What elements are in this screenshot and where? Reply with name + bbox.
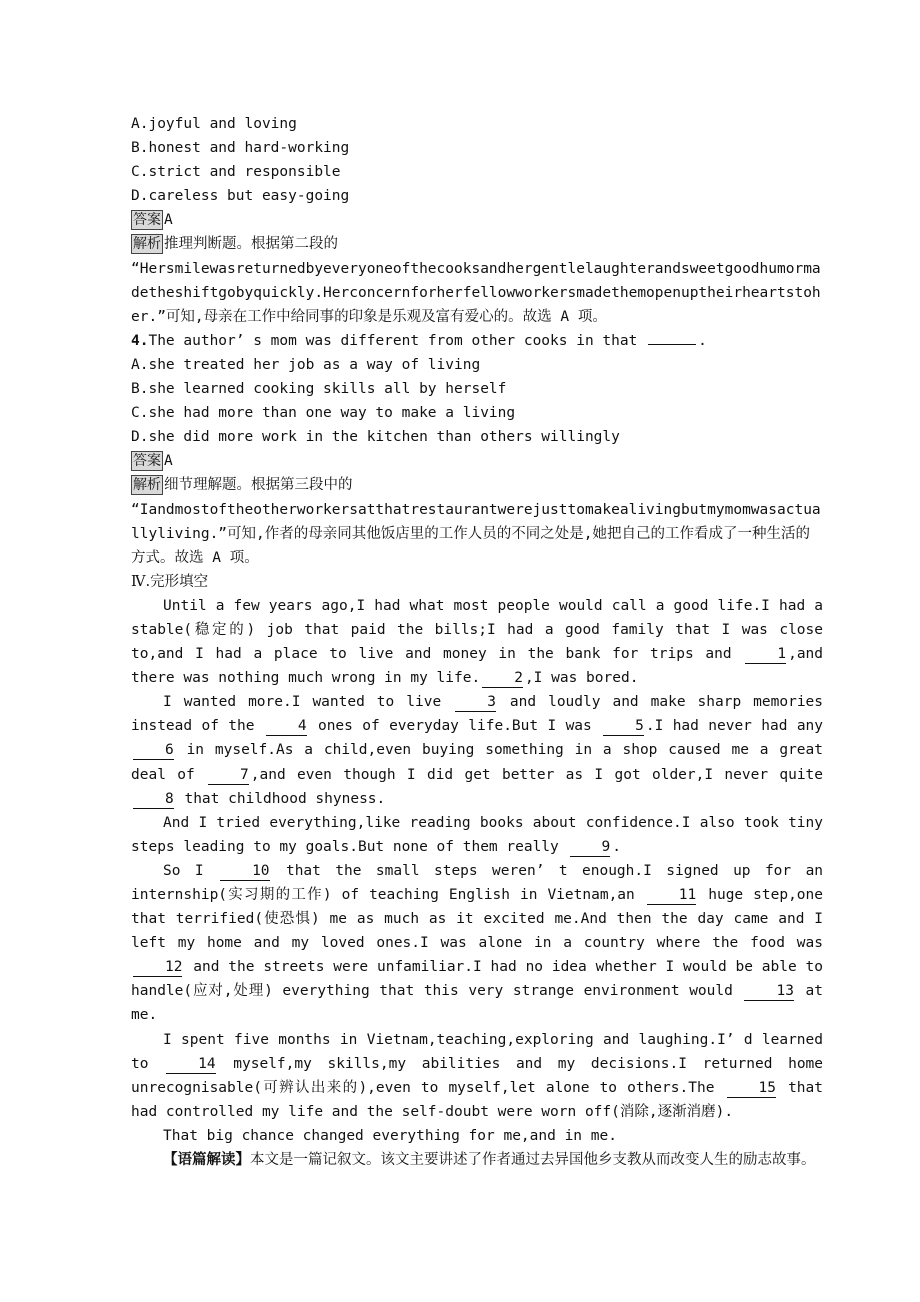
blank-8: 8	[133, 791, 174, 809]
passage-text: huge step,one that terrified(使恐惧) me as much as it excited me.And then the day came and I left my home and my loved ones.I was alone in a country where the food was	[131, 887, 823, 952]
q3-quote: “Hersmilewasreturnedbyeveryoneofthecooksandhergentlelaughterandsweetgoodhumormadetheshiftgobyquickly.Herconcernforherfellowworkersmadethemopenuptheirheartstoher.”	[131, 260, 821, 325]
q3-option-c: C.strict and responsible	[131, 164, 341, 181]
passage-text: myself,my skills,my abilities and my decisions.I returned home unrecognisable(可辨认出来的),even to myself,let alone to others.The	[131, 1055, 824, 1096]
passage-paragraph-3	[131, 811, 823, 859]
passage-paragraph-4	[131, 859, 823, 1028]
analysis-tag: 解析	[133, 477, 161, 494]
q4-blank	[648, 344, 696, 345]
passage-text: and the streets were unfamiliar.I had no idea whether I would be able to handle(应对,处理) everything that this very strange environment would	[131, 959, 823, 1000]
q4-answer: A	[164, 453, 173, 470]
q4-conclusion: 可知,作者的母亲同其他饭店里的工作人员的不同之处是,她把自己的工作看成了一种生活的方式。故选 A 项。	[131, 525, 810, 566]
passage-text: that had controlled my life and the self-doubt were worn off(消除,逐渐消磨).	[131, 1079, 823, 1120]
q3-conclusion: 可知,母亲在工作中给同事的印象是乐观及富有爱心的。故选 A 项。	[165, 308, 607, 325]
q3-answer-line	[131, 208, 823, 232]
passage-text: ones of everyday life.But I was	[317, 718, 592, 735]
passage-text: .	[612, 838, 621, 855]
q3-analysis-lead: 推理判断题。根据第二段的	[164, 236, 338, 253]
blank-11: 11	[647, 887, 696, 905]
q3-analysis-line	[131, 232, 823, 256]
blank-15: 15	[727, 1080, 776, 1098]
q4-stem: The author’ s mom was different from other cooks in that	[148, 332, 638, 349]
q4-analysis-body	[131, 498, 823, 570]
blank-5: 5	[603, 718, 644, 736]
passage-paragraph-5	[131, 1028, 823, 1124]
blank-14: 14	[166, 1056, 215, 1074]
blank-9: 9	[570, 839, 611, 857]
passage-text: So I	[163, 862, 204, 879]
passage-text: in myself.As a child,even buying something in a shop caused me a great deal of	[131, 742, 823, 783]
passage-interpretation	[131, 1148, 823, 1172]
blank-10: 10	[220, 863, 269, 881]
passage-paragraph-2	[131, 690, 823, 810]
blank-2: 2	[482, 670, 523, 688]
q4-analysis-line	[131, 473, 823, 497]
q3-option-d: D.careless but easy-going	[131, 188, 350, 205]
q3-analysis-body	[131, 257, 823, 329]
q4-quote: “Iandmostoftheotherworkersatthatrestaurantwerejusttomakealivingbutmymomwasactuallyliving.”	[131, 501, 821, 542]
passage-text: at me.	[131, 983, 824, 1024]
blank-1: 1	[745, 646, 786, 664]
blank-4: 4	[266, 718, 307, 736]
q4-option-b: B.she learned cooking skills all by herself	[131, 381, 507, 398]
section-heading: Ⅳ.完形填空	[131, 573, 209, 590]
passage-text: ,and there was nothing much wrong in my life.	[131, 646, 824, 687]
passage-text: I spent five months in Vietnam,teaching,exploring and laughing.I’ d learned to	[131, 1031, 823, 1072]
q4-option-a: A.she treated her job as a way of living	[131, 356, 481, 373]
passage-text: And I tried everything,like reading books about confidence.I also took tiny steps leading to my goals.But none of them really	[131, 814, 823, 855]
q4-answer-line	[131, 449, 823, 473]
passage-text: Until a few years ago,I had what most people would call a good life.I had a stable(稳定的) job that paid the bills;I had a good family that I was close to,and I had a place to live and money in the bank for trips and	[131, 597, 823, 663]
answer-tag: 答案	[133, 453, 161, 470]
q4-option-c: C.she had more than one way to make a living	[131, 405, 516, 422]
blank-7: 7	[208, 767, 249, 785]
passage-text: and loudly and make sharp memories instead of the	[131, 694, 824, 735]
passage-text: I wanted more.I wanted to live	[163, 694, 442, 711]
q3-option-a: A.joyful and loving	[131, 116, 297, 132]
q4-number: 4.	[131, 332, 149, 349]
passage-text: .I had never had any	[645, 718, 824, 735]
passage-paragraph-1	[131, 594, 823, 690]
content-column	[131, 112, 823, 1172]
blank-13: 13	[744, 983, 793, 1001]
passage-text: ,I was bored.	[524, 670, 639, 687]
q4-stem-end: .	[698, 332, 707, 349]
analysis-tag: 解析	[133, 236, 161, 253]
q3-answer: A	[164, 212, 173, 229]
passage-text: ,and even though I did get better as I got older,I never quite	[250, 766, 824, 783]
interpretation-text: 本文是一篇记叙文。该文主要讲述了作者通过去异国他乡支教从而改变人生的励志故事。	[250, 1152, 816, 1169]
q4-analysis-lead: 细节理解题。根据第三段中的	[164, 477, 353, 494]
blank-3: 3	[455, 694, 496, 712]
passage-text: that childhood shyness.	[184, 790, 386, 807]
q3-option-b: B.honest and hard-working	[131, 140, 350, 157]
answer-tag: 答案	[133, 212, 161, 229]
blank-6: 6	[133, 742, 174, 760]
blank-12: 12	[133, 959, 182, 977]
interpretation-label: 【语篇解读】	[163, 1151, 250, 1169]
passage-text: that the small steps weren’ t enough.I signed up for an internship(实习期的工作) of teaching English in Vietnam,an	[131, 862, 824, 903]
q4-option-d: D.she did more work in the kitchen than others willingly	[131, 429, 620, 446]
q4-stem-line	[131, 329, 823, 353]
passage-paragraph-6: That big chance changed everything for me,and in me.	[163, 1127, 617, 1144]
